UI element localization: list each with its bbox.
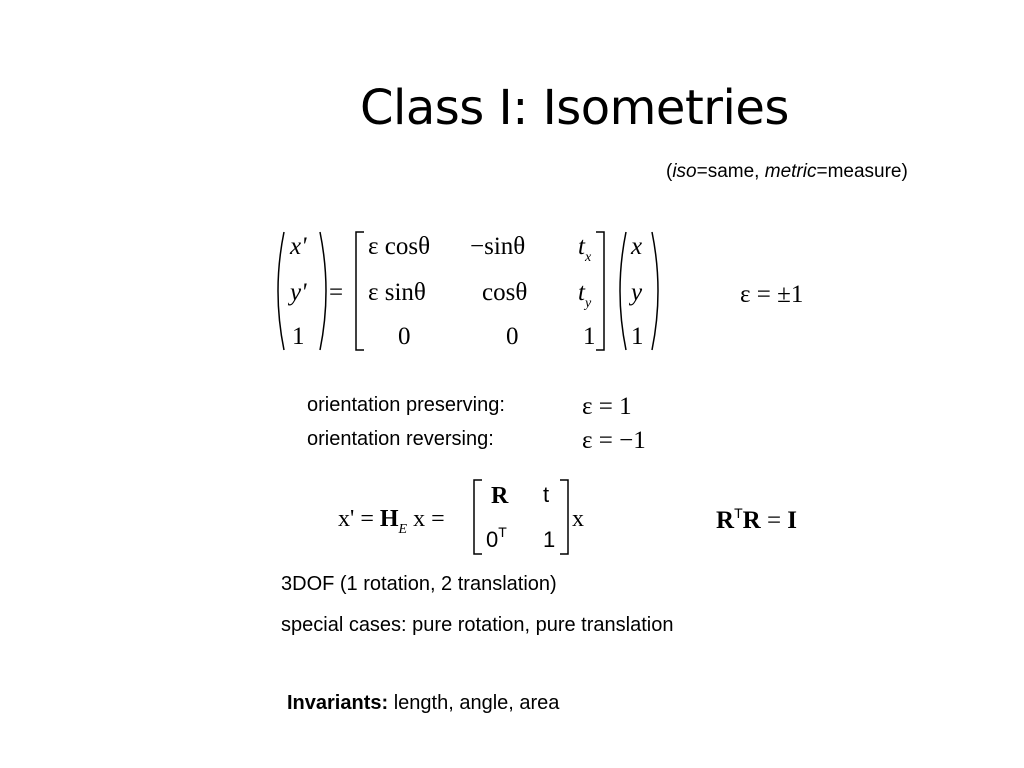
slide-subtitle xyxy=(666,160,908,184)
m12: −sinθ xyxy=(470,233,526,260)
eq2-H: H xyxy=(379,506,399,532)
block-one: 1 xyxy=(543,527,556,552)
slide-title: Class I: Isometries xyxy=(360,80,789,136)
subtitle-iso: iso xyxy=(672,161,697,182)
rhs-y: y xyxy=(631,279,643,306)
lhs-one: 1 xyxy=(292,323,305,350)
lhs-y-prime: y' xyxy=(290,279,307,306)
m22: cosθ xyxy=(482,279,528,306)
lhs-x-prime: x' xyxy=(290,233,307,260)
subtitle-open: ( xyxy=(666,161,673,182)
epsilon-definition: ε = ±1 xyxy=(740,281,804,308)
eq2-lhs: $x' = H_E$ x = xyxy=(338,506,445,537)
special-cases-note: special cases: pure rotation, pure translation xyxy=(281,614,674,636)
orientation-preserving-value: ε = 1 xyxy=(582,393,632,420)
m13-subscript: x xyxy=(584,250,592,265)
block-t: t xyxy=(543,482,550,507)
m23: $t_y$ xyxy=(578,279,592,311)
m13: $t_x$ xyxy=(578,233,592,265)
dof-note: 3DOF (1 rotation, 2 translation) xyxy=(281,573,557,595)
invariants-label: Invariants: xyxy=(287,692,389,714)
orientation-reversing-label: orientation reversing: xyxy=(307,428,494,450)
orientation-preserving-label: orientation preserving: xyxy=(307,394,505,416)
invariants-note xyxy=(287,691,559,715)
subtitle-metric-def: =measure) xyxy=(816,161,908,182)
equals-sign: = xyxy=(329,279,344,306)
invariants-value: length, angle, area xyxy=(388,692,560,714)
eq2-H-subscript: E xyxy=(398,522,408,537)
orthogonality-condition: $R^TR = I$ xyxy=(716,505,798,534)
rhs-one: 1 xyxy=(631,323,644,350)
m21: ε sinθ xyxy=(368,279,426,306)
subtitle-metric: metric xyxy=(764,161,817,182)
block-zero-transpose: $0^T$ xyxy=(486,524,507,552)
RT-T: T xyxy=(734,505,743,521)
block-R: R xyxy=(491,483,509,509)
eq2-x-equals: x = xyxy=(407,506,445,532)
eq2-x-after: x xyxy=(572,506,584,532)
subtitle-iso-def: =same, xyxy=(696,161,765,182)
m23-subscript: y xyxy=(584,296,592,311)
m32: 0 xyxy=(506,323,519,350)
rhs-x: x xyxy=(631,233,643,260)
m33: 1 xyxy=(583,323,596,350)
orientation-reversing-value: ε = −1 xyxy=(582,427,646,454)
m11: ε cosθ xyxy=(368,233,431,260)
m31: 0 xyxy=(398,323,411,350)
block-zero-T: T xyxy=(498,524,507,540)
